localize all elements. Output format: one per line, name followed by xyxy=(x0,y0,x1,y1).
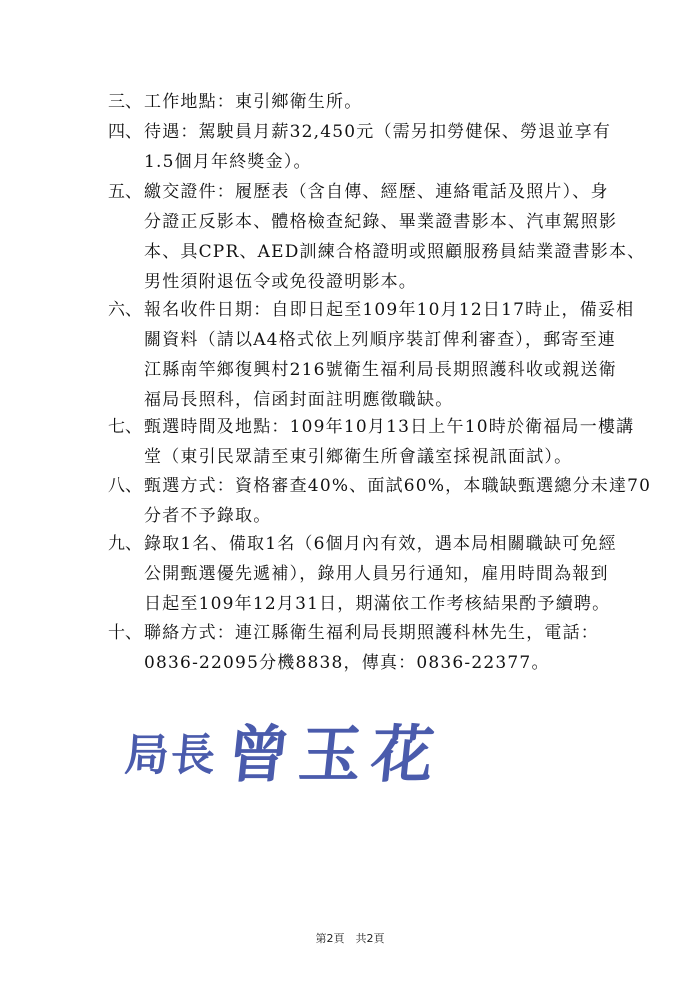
item-text-line: 繳交證件：履歷表（含自傳、經歷、連絡電話及照片）、身 xyxy=(144,182,609,202)
item-text-line: 0836-22095分機8838，傳真：0836-22377。 xyxy=(144,653,550,673)
item-text-line: 堂（東引民眾請至東引鄉衛生所會議室採視訊面試）。 xyxy=(144,447,573,467)
item-text-line: 報名收件日期：自即日起至109年10月12日17時止，備妥相 xyxy=(144,300,635,320)
item-number: 三、 xyxy=(108,92,142,112)
item-text-line: 男性須附退伍令或免役證明影本。 xyxy=(144,272,417,292)
item-text-line: 聯絡方式：連江縣衛生福利局長期照護科林先生，電話： xyxy=(144,623,599,643)
item-text-line: 1.5個月年終獎金）。 xyxy=(144,152,312,172)
item-text-line: 福局長照科，信函封面註明應徵職缺。 xyxy=(144,390,454,410)
item-text-line: 關資料（請以A4格式依上列順序裝訂俾利審查），郵寄至連 xyxy=(144,330,616,350)
item-text-line: 甄選時間及地點：109年10月13日上午10時於衛福局一樓講 xyxy=(144,417,635,437)
item-text-line: 本、具CPR、AED訓練合格證明或照顧服務員結業證書影本、 xyxy=(144,242,646,262)
item-number: 四、 xyxy=(108,122,142,142)
item-number: 九、 xyxy=(108,534,142,554)
item-number: 七、 xyxy=(108,417,142,437)
item-text-line: 工作地點：東引鄉衛生所。 xyxy=(144,92,363,112)
item-text-line: 分證正反影本、體格檢查紀錄、畢業證書影本、汽車駕照影 xyxy=(144,212,618,232)
page-footer: 第2頁 共2頁 xyxy=(315,932,385,945)
item-text-line: 甄選方式：資格審查40%、面試60%，本職缺甄選總分未達70 xyxy=(144,476,652,496)
item-number: 十、 xyxy=(108,623,142,643)
item-text-line: 分者不予錄取。 xyxy=(144,506,272,526)
signature-stamp xyxy=(120,712,450,792)
svg-text:曾玉花: 曾玉花 xyxy=(223,718,448,791)
item-text-line: 待遇：駕駛員月薪32,450元（需另扣勞健保、勞退並享有 xyxy=(144,122,612,142)
item-number: 五、 xyxy=(108,182,142,202)
item-text-line: 日起至109年12月31日，期滿依工作考核結果酌予續聘。 xyxy=(144,594,611,614)
item-text-line: 公開甄選優先遞補），錄用人員另行通知，雇用時間為報到 xyxy=(144,564,609,584)
item-text-line: 江縣南竿鄉復興村216號衛生福利局長期照護科收或親送衛 xyxy=(144,360,617,380)
signature-stamp-icon xyxy=(123,718,447,791)
item-number: 八、 xyxy=(108,476,142,496)
item-number: 六、 xyxy=(108,300,142,320)
item-text-line: 錄取1名、備取1名（6個月內有效，遇本局相關職缺可免經 xyxy=(144,534,617,554)
svg-text:局長: 局長 xyxy=(123,730,219,781)
